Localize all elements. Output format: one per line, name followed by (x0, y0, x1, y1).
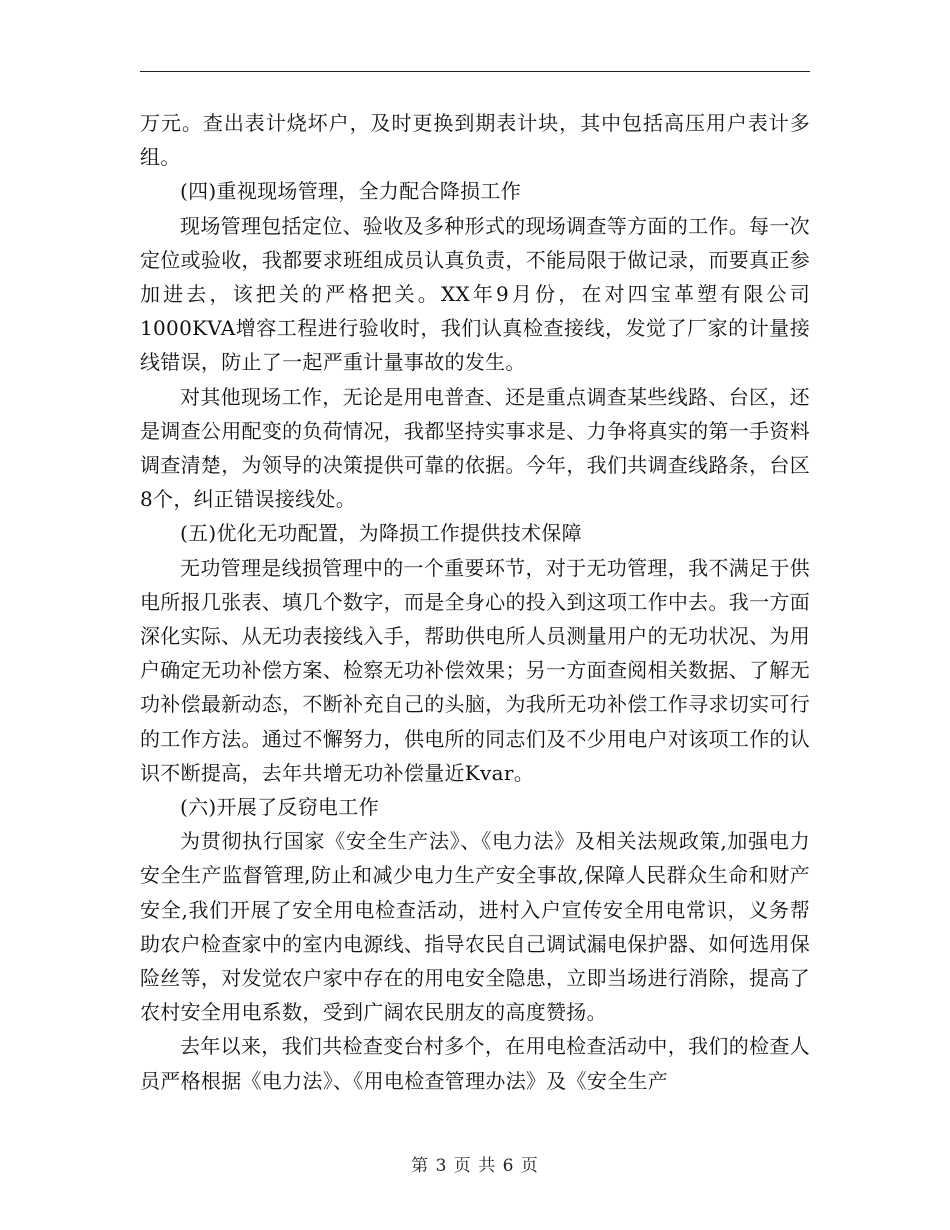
paragraph-continuation: 万元。查出表计烧坏户，及时更换到期表计块，其中包括高压用户表计多组。 (140, 111, 810, 170)
section-heading-4: (四)重视现场管理，全力配合降损工作 (180, 179, 522, 204)
paragraph-other-site-work: 对其他现场工作，无论是用电普查、还是重点调查某些线路、台区，还是调查公用配变的负荷情况，我都坚持实事求是、力争将真实的第一手资料调查清楚，为领导的决策提供可靠的依据。今年，我们共调查线路条，台区8个，纠正错误接线处。 (140, 384, 810, 512)
document-body (140, 106, 810, 1098)
header-rule (140, 71, 810, 72)
paragraph-reactive-power: 无功管理是线损管理中的一个重要环节，对于无功管理，我不满足于供电所报几张表、填几个数字，而是全身心的投入到这项工作中去。我一方面深化实际、从无功表接线入手，帮助供电所人员测量用户的无功状况、为用户确定无功补偿方案、检察无功补偿效果；另一方面查阅相关数据、了解无功补偿最新动态，不断补充自己的头脑，为我所无功补偿工作寻求切实可行的工作方法。通过不懈努力，供电所的同志们及不少用电户对该项工作的认识不断提高，去年共增无功补偿量近Kvar。 (140, 555, 810, 785)
section-heading-6: (六)开展了反窃电工作 (180, 795, 379, 820)
section-heading-5: (五)优化无功配置，为降损工作提供技术保障 (180, 521, 582, 546)
paragraph-safety-inspection: 为贯彻执行国家《安全生产法》、《电力法》及相关法规政策,加强电力安全生产监督管理,防止和减少电力生产安全事故,保障人民群众生命和财产安全,我们开展了安全用电检查活动，进村入户宣传安全用电常识，义务帮助农户检查家中的室内电源线、指导农民自己调试漏电保护器、如何选用保险丝等，对发觉农户家中存在的用电安全隐患，立即当场进行消除，提高了农村安全用电系数，受到广阔农民朋友的高度赞扬。 (140, 829, 810, 1025)
paragraph-inspection-summary: 去年以来，我们共检查变台村多个，在用电检查活动中，我们的检查人员严格根据《电力法》、《用电检查管理办法》及《安全生产 (140, 1034, 810, 1093)
paragraph-site-management: 现场管理包括定位、验收及多种形式的现场调查等方面的工作。每一次定位或验收，我都要求班组成员认真负责，不能局限于做记录，而要真正参加进去，该把关的严格把关。XX年9月份，在对四宝革塑有限公司1000KVA增容工程进行验收时，我们认真检查接线，发觉了厂家的计量接线错误，防止了一起严重计量事故的发生。 (140, 213, 810, 375)
page-footer: 第 3 页 共 6 页 (411, 1156, 539, 1176)
